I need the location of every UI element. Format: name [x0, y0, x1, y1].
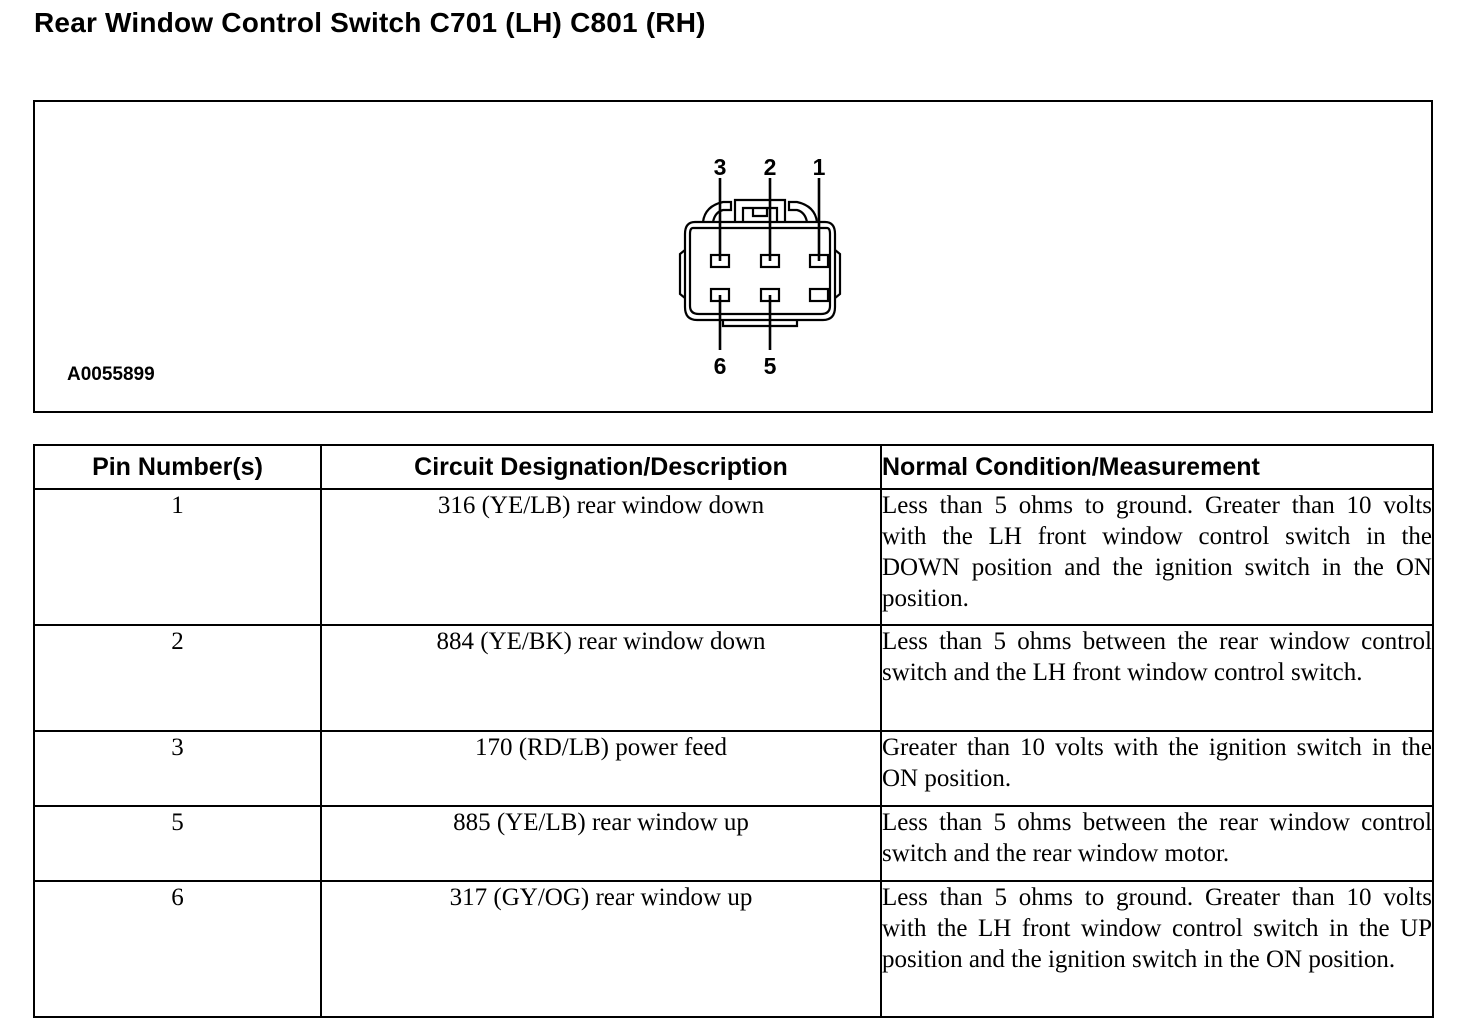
row-pin: 5 [34, 806, 321, 881]
row-circuit: 316 (YE/LB) rear window down [321, 489, 881, 625]
header-pin-numbers: Pin Number(s) [34, 445, 321, 489]
row-circuit: 884 (YE/BK) rear window down [321, 625, 881, 731]
row-pin: 3 [34, 731, 321, 806]
row-circuit: 317 (GY/OG) rear window up [321, 881, 881, 1017]
connector-housing [685, 222, 835, 320]
row-condition: Less than 5 ohms between the rear window control switch and the rear window motor. [881, 806, 1433, 881]
table-header-row [34, 445, 1433, 489]
figure-id: A0055899 [67, 364, 155, 385]
row-pin: 6 [34, 881, 321, 1017]
connector-latch-left [703, 202, 731, 222]
pin-label-6: 6 [713, 353, 727, 379]
row-condition: Less than 5 ohms between the rear window control switch and the LH front window control switch. [881, 625, 1433, 731]
pin-label-3: 3 [713, 154, 727, 180]
row-pin: 2 [34, 625, 321, 731]
pin-label-1: 1 [812, 154, 826, 180]
connector-latch-center [735, 200, 785, 222]
row-pin: 1 [34, 489, 321, 625]
row-circuit: 885 (YE/LB) rear window up [321, 806, 881, 881]
row-circuit: 170 (RD/LB) power feed [321, 731, 881, 806]
connector-diagram [635, 142, 885, 382]
pin-label-5: 5 [763, 353, 777, 379]
header-condition: Normal Condition/Measurement [881, 445, 1433, 489]
header-circuit: Circuit Designation/Description [321, 445, 881, 489]
table-row [34, 881, 1433, 1017]
table-row [34, 489, 1433, 625]
row-condition: Greater than 10 volts with the ignition switch in the ON position. [881, 731, 1433, 806]
table-row [34, 806, 1433, 881]
page-title: Rear Window Control Switch C701 (LH) C801 (RH) [34, 7, 706, 38]
row-condition: Less than 5 ohms to ground. Greater than 10 volts with the LH front window control switch in the DOWN position and the ignition switch in the ON position. [881, 489, 1433, 625]
cavity-empty [810, 289, 828, 301]
connector-figure [33, 100, 1433, 413]
pinout-table [33, 444, 1434, 1018]
table-row [34, 625, 1433, 731]
row-condition: Less than 5 ohms to ground. Greater than 10 volts with the LH front window control switch in the UP position and the ignition switch in the ON position. [881, 881, 1433, 1017]
pin-label-2: 2 [763, 154, 777, 180]
connector-latch-right [789, 202, 817, 222]
table-row [34, 731, 1433, 806]
